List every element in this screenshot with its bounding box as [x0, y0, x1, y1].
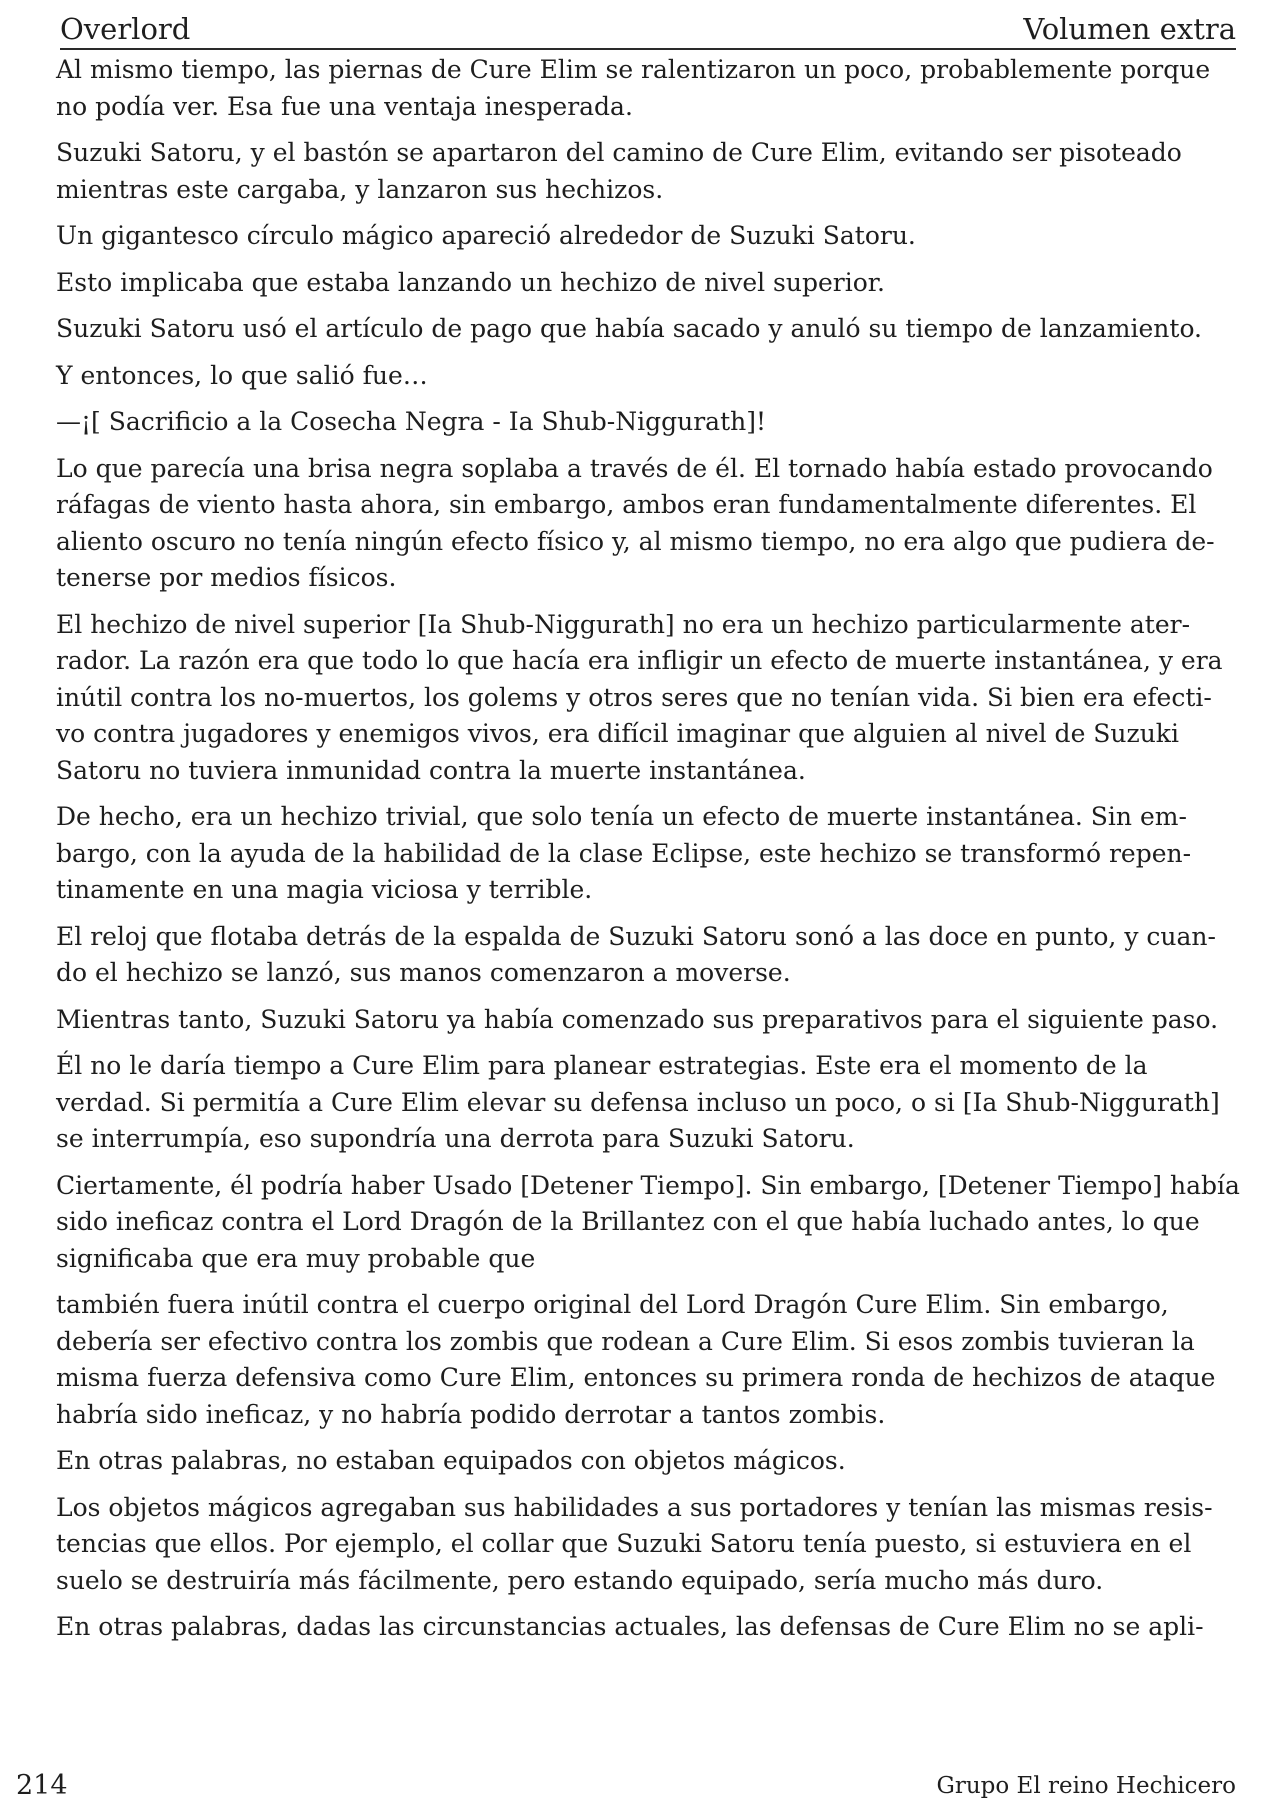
footer-credit: Grupo El reino Hechicero [936, 1772, 1236, 1799]
paragraph: El hechizo de nivel superior [Ia Shub-Niggurath] no era un hechizo particularmente ater-rador. La razón era que todo lo que hacía era infligir un efecto de muerte instantánea, y era inútil contra los no-muertos, los golems y otros seres que no tenían vida. Si bien era efecti-vo contra jugadores y enemigos vivos, era difícil imaginar que alguien al nivel de Suzuki Satoru no tuviera inmunidad contra la muerte instantánea. [56, 609, 1223, 785]
paragraph: Mientras tanto, Suzuki Satoru ya había comenzado sus preparativos para el siguiente paso. [56, 1004, 1219, 1034]
paragraph: Él no le daría tiempo a Cure Elim para planear estrategias. Este era el momento de la verdad. Si permitía a Cure Elim elevar su defensa incluso un poco, o si [Ia Shub-Niggurath] se interrumpía, eso supondría una derrota para Suzuki Satoru. [56, 1051, 1220, 1153]
page-body [56, 52, 1240, 1656]
paragraph: Suzuki Satoru, y el bastón se apartaron del camino de Cure Elim, evitando ser pisoteado mientras este cargaba, y lanzaron sus hechizos. [56, 138, 1182, 204]
paragraph: Esto implicaba que estaba lanzando un hechizo de nivel superior. [56, 267, 885, 297]
page-footer [16, 1770, 1236, 1801]
paragraph: Lo que parecía una brisa negra soplaba a través de él. El tornado había estado provocando ráfagas de viento hasta ahora, sin embargo, ambos eran fundamentalmente diferentes. El aliento oscuro no tenía ningún efecto físico y, al mismo tiempo, no era algo que pudiera de-tenerse por medios físicos. [56, 453, 1215, 592]
paragraph: Ciertamente, él podría haber Usado [Detener Tiempo]. Sin embargo, [Detener Tiempo] había sido ineficaz contra el Lord Dragón de la Brillantez con el que había luchado antes, lo que significaba que era muy probable que [56, 1170, 1240, 1273]
paragraph: Los objetos mágicos agregaban sus habilidades a sus portadores y tenían las mismas resis-tencias que ellos. Por ejemplo, el collar que Suzuki Satoru tenía puesto, si estuviera en el suelo se destruiría más fácilmente, pero estando equipado, sería mucho más duro. [56, 1492, 1213, 1595]
volume-label: Volumen extra [1023, 12, 1236, 46]
paragraph: Al mismo tiempo, las piernas de Cure Elim se ralentizaron un poco, probablemente porque no podía ver. Esa fue una ventaja inesperada. [56, 55, 1211, 121]
paragraph: En otras palabras, dadas las circunstancias actuales, las defensas de Cure Elim no se apli- [56, 1612, 1204, 1641]
book-title: Overlord [60, 12, 191, 46]
paragraph: Un gigantesco círculo mágico apareció alrededor de Suzuki Satoru. [56, 221, 916, 250]
paragraph: también fuera inútil contra el cuerpo original del Lord Dragón Cure Elim. Sin embargo, debería ser efectivo contra los zombis que rodean a Cure Elim. Si esos zombis tuvieran la misma fuerza defensiva como Cure Elim, entonces su primera ronda de hechizos de ataque habría sido ineficaz, y no habría podido derrotar a tantos zombis. [56, 1290, 1216, 1429]
page-header [60, 6, 1236, 50]
paragraph: De hecho, era un hechizo trivial, que solo tenía un efecto de muerte instantánea. Sin em-bargo, con la ayuda de la habilidad de la clase Eclipse, este hechizo se transformó repen-tinamente en una magia viciosa y terrible. [56, 802, 1192, 904]
paragraph: El reloj que flotaba detrás de la espalda de Suzuki Satoru sonó a las doce en punto, y cuan-do el hechizo se lanzó, sus manos comenzaron a moverse. [56, 921, 1216, 987]
paragraph: En otras palabras, no estaban equipados con objetos mágicos. [56, 1446, 846, 1475]
page-number: 214 [16, 1770, 68, 1801]
paragraph: Suzuki Satoru usó el artículo de pago que había sacado y anuló su tiempo de lanzamiento. [56, 314, 1202, 343]
paragraph: —¡[ Sacrificio a la Cosecha Negra - Ia Shub-Niggurath]! [56, 407, 767, 436]
paragraph: Y entonces, lo que salió fue… [56, 360, 428, 390]
